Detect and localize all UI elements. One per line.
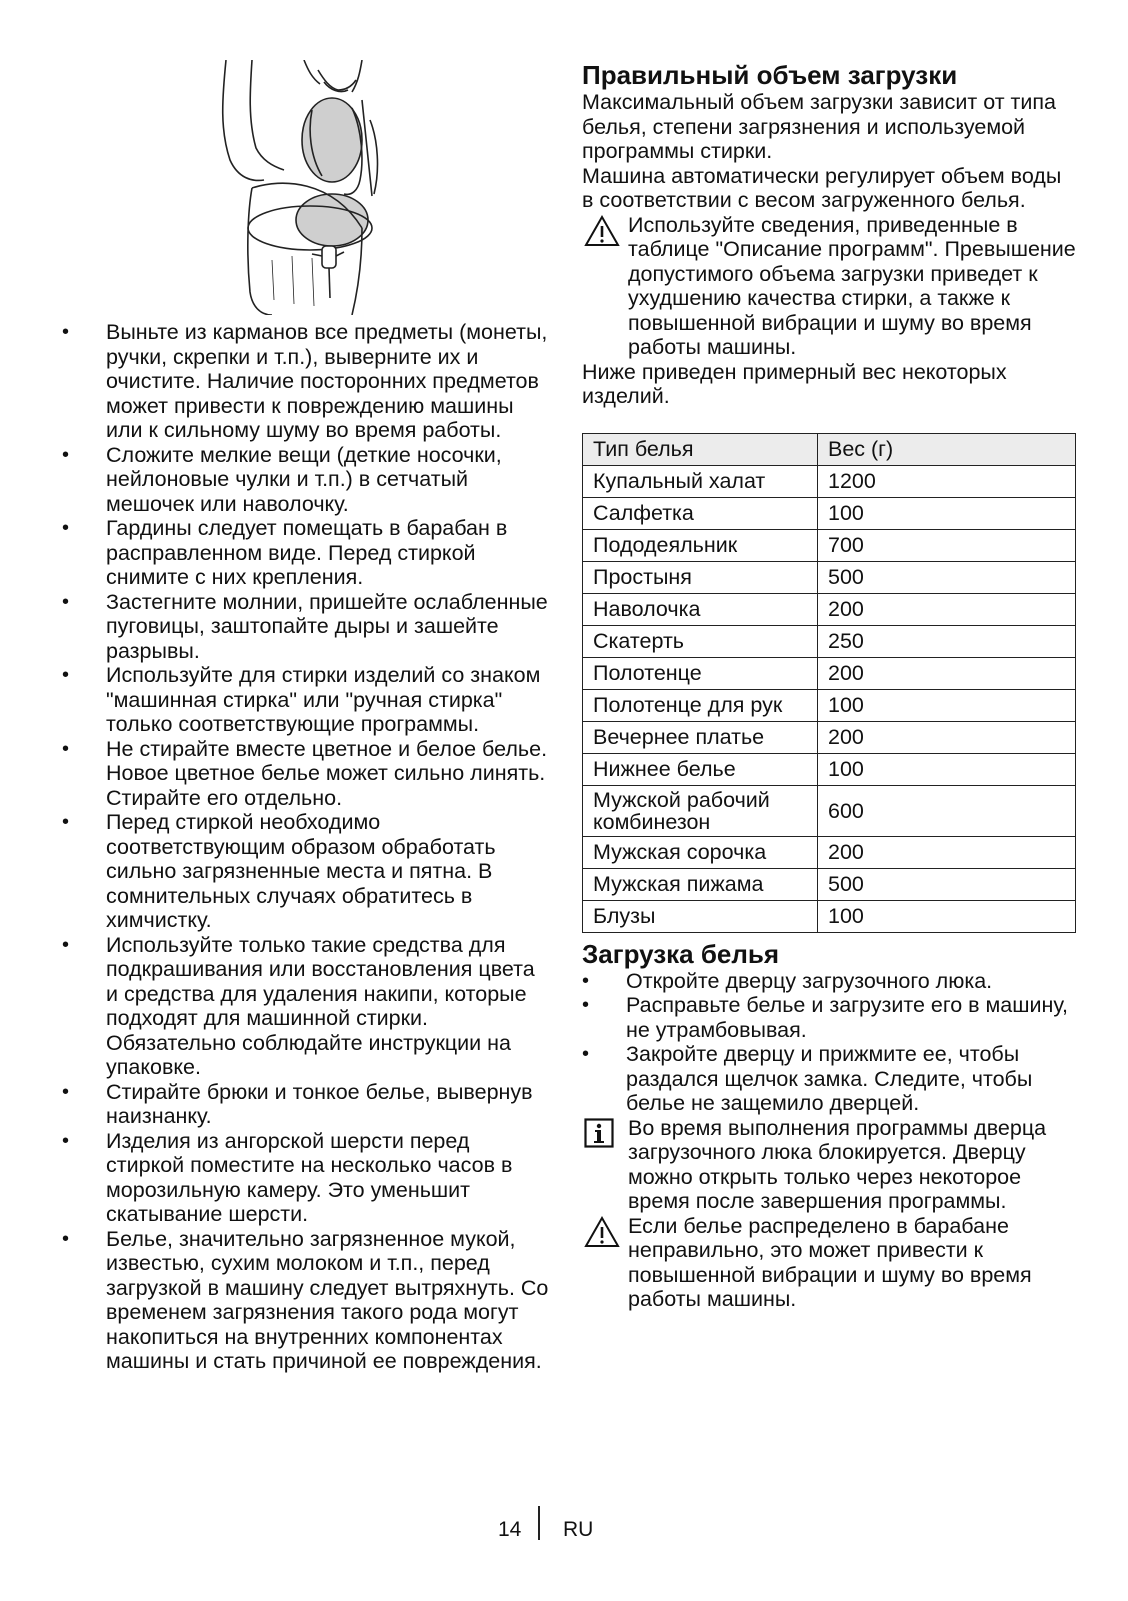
list-item: • Откройте дверцу загрузочного люка. [582, 969, 1078, 994]
loading-section-title: Загрузка белья [582, 938, 780, 969]
table-row [583, 868, 1076, 900]
cell-type: Скатерть [583, 625, 818, 657]
page-number: 14 [498, 1518, 522, 1541]
cell-type: Вечернее платье [583, 721, 818, 753]
list-item: • Не стирайте вместе цветное и белое белье. Новое цветное белье может сильно линять. Стирайте его отдельно. [62, 737, 552, 811]
header-type: Тип белья [583, 433, 818, 465]
load-section-title: Правильный объем загрузки [582, 60, 958, 90]
laundry-bag-illustration [212, 60, 392, 315]
cell-weight: 1200 [818, 465, 1076, 497]
language-code: RU [563, 1518, 594, 1541]
table-row [583, 529, 1076, 561]
list-item: • Закройте дверцу и прижмите ее, чтобы раздался щелчок замка. Следите, чтобы белье не защемило дверцей. [582, 1042, 1078, 1116]
table-row [583, 561, 1076, 593]
cell-weight: 200 [818, 836, 1076, 868]
cell-weight: 100 [818, 753, 1076, 785]
load-para-1: Максимальный объем загрузки зависит от типа белья, степени загрязнения и используемой программы стирки. [582, 90, 1056, 163]
loading-warning [582, 1214, 1078, 1312]
cell-type: Полотенце [583, 657, 818, 689]
warning-text: Если белье распределено в барабане неправильно, это может привести к повышенной вибрации и шуму во время работы машины. [628, 1213, 1032, 1311]
cell-type: Мужская сорочка [583, 836, 818, 868]
warning-icon [584, 1216, 620, 1248]
cell-weight: 600 [818, 785, 1076, 836]
warning-text: Используйте сведения, приведенные в таблице "Описание программ". Превышение допустимого объема загрузки приведет к ухудшению качества стирки, а также к повышенной вибрации и шуму во время работы машины. [628, 212, 1076, 359]
list-item: • Используйте для стирки изделий со знаком "машинная стирка" или "ручная стирка" только соответствующие программы. [62, 663, 552, 737]
cell-type: Блузы [583, 900, 818, 932]
cell-type: Пододеяльник [583, 529, 818, 561]
cell-weight: 250 [818, 625, 1076, 657]
cell-type: Мужская пижама [583, 868, 818, 900]
list-item: • Застегните молнии, пришейте ослабленные пуговицы, заштопайте дыры и зашейте разрывы. [62, 590, 552, 664]
cell-type: Мужской рабочий комбинезон [583, 785, 818, 836]
table-row [583, 753, 1076, 785]
cell-weight: 100 [818, 497, 1076, 529]
list-item: • Гардины следует помещать в барабан в расправленном виде. Перед стиркой снимите с них крепления. [62, 516, 552, 590]
table-row [583, 625, 1076, 657]
table-row [583, 900, 1076, 932]
table-row [583, 593, 1076, 625]
table-row [583, 785, 1076, 836]
list-item: • Белье, значительно загрязненное мукой, известью, сухим молоком и т.п., перед загрузкой в машину следует вытряхнуть. Со временем загрязнения такого рода могут накопиться на внутренних компонентах машины и стать причиной ее повреждения. [62, 1227, 552, 1374]
info-text: Во время выполнения программы дверца загрузочного люка блокируется. Дверцу можно открыть только через некоторое время после завершения программы. [628, 1115, 1047, 1213]
load-para-2: Машина автоматически регулирует объем воды в соответствии с весом загруженного белья. [582, 163, 1062, 212]
cell-weight: 100 [818, 689, 1076, 721]
list-item: • Выньте из карманов все предметы (монеты, ручки, скрепки и т.п.), выверните их и очистите. Наличие посторонних предметов может привести к повреждению машины или к сильному шуму во время работы. [62, 320, 552, 443]
header-weight: Вес (г) [818, 433, 1076, 465]
load-para-3: Ниже приведен примерный вес некоторых изделий. [582, 359, 1007, 408]
cell-type: Простыня [583, 561, 818, 593]
preparation-list [62, 320, 552, 1374]
cell-type: Наволочка [583, 593, 818, 625]
footer-divider [538, 1506, 540, 1540]
cell-weight: 100 [818, 900, 1076, 932]
weight-table [582, 433, 1076, 933]
loading-info [582, 1116, 1078, 1214]
cell-type: Купальный халат [583, 465, 818, 497]
cell-weight: 700 [818, 529, 1076, 561]
list-item: • Стирайте брюки и тонкое белье, вывернув наизнанку. [62, 1080, 552, 1129]
list-item: • Сложите мелкие вещи (деткие носочки, нейлоновые чулки и т.п.) в сетчатый мешочек или наволочку. [62, 443, 552, 517]
info-icon [584, 1118, 614, 1148]
left-column [62, 320, 552, 1374]
cell-type: Салфетка [583, 497, 818, 529]
table-header-row [583, 433, 1076, 465]
cell-weight: 200 [818, 657, 1076, 689]
cell-type: Нижнее белье [583, 753, 818, 785]
list-item: • Расправьте белье и загрузите его в машину, не утрамбовывая. [582, 993, 1078, 1042]
list-item: • Перед стиркой необходимо соответствующим образом обработать сильно загрязненные места и пятна. В сомнительных случаях обратитесь в химчистку. [62, 810, 552, 933]
cell-type: Полотенце для рук [583, 689, 818, 721]
table-row [583, 657, 1076, 689]
loading-list [582, 969, 1078, 1116]
cell-weight: 200 [818, 593, 1076, 625]
warning-icon [584, 215, 620, 247]
table-row [583, 689, 1076, 721]
right-column [582, 60, 1078, 1312]
table-row [583, 465, 1076, 497]
load-warning [582, 213, 1078, 360]
table-row [583, 497, 1076, 529]
cell-weight: 500 [818, 868, 1076, 900]
table-row [583, 836, 1076, 868]
list-item: • Используйте только такие средства для подкрашивания или восстановления цвета и средства для удаления накипи, которые подходят для машинной стирки. Обязательно соблюдайте инструкции на упаковке. [62, 933, 552, 1080]
table-row [583, 721, 1076, 753]
cell-weight: 500 [818, 561, 1076, 593]
list-item: • Изделия из ангорской шерсти перед стиркой поместите на несколько часов в морозильную камеру. Это уменьшит скатывание шерсти. [62, 1129, 552, 1227]
cell-weight: 200 [818, 721, 1076, 753]
